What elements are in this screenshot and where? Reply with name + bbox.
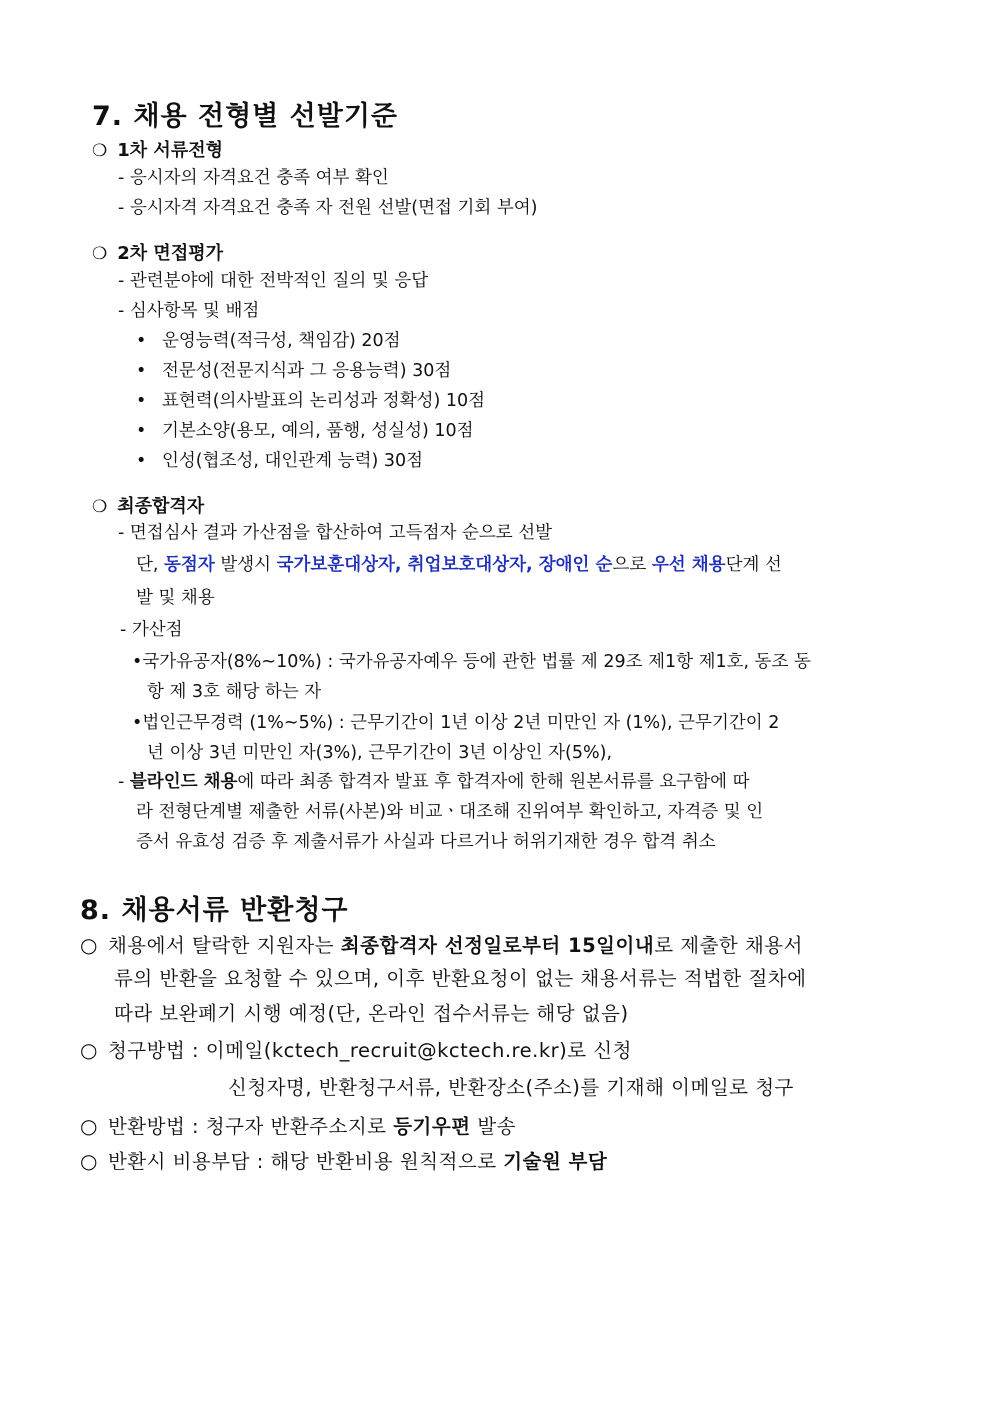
criteria-item (136, 330, 401, 352)
dot-bullet-icon: • (136, 331, 147, 351)
interview-heading (92, 239, 223, 265)
circle-bullet-icon: ❍ (92, 497, 108, 517)
text: 청구방법 : 이메일(kctech_recruit@kctech.re.kr)로 신청 (107, 1039, 632, 1062)
highlight-text: 동점자 (164, 555, 215, 575)
dot-bullet-icon: • (136, 421, 147, 441)
circle-bullet-icon: ❍ (92, 141, 108, 161)
criteria-item (136, 450, 423, 472)
circle-bullet-icon: ○ (80, 1149, 98, 1173)
doc-item-1: - 응시자의 자격요건 충족 여부 확인 (118, 168, 389, 188)
circle-bullet-icon: ❍ (92, 244, 108, 264)
tie-break-line (136, 554, 920, 576)
bold-text: 기술원 부담 (503, 1150, 608, 1173)
bonus-item-1: •국가유공자(8%~10%) : 국가유공자예우 등에 관한 법률 제 29조 제1항 제1호, 동조 동 (132, 652, 811, 672)
return-method-line (80, 1113, 516, 1140)
interview-item-1: - 관련분야에 대한 전박적인 질의 및 응답 (118, 271, 429, 291)
circle-bullet-icon: ○ (80, 933, 98, 957)
bold-text: 블라인드 채용 (129, 772, 238, 792)
bonus-label: - 가산점 (120, 620, 183, 640)
final-line-1: - 면접심사 결과 가산점을 합산하여 고득점자 순으로 선발 (118, 523, 553, 543)
text: 발생시 (214, 555, 277, 575)
text: 단, (136, 555, 165, 575)
bonus-item-1-cont: 항 제 3호 해당 하는 자 (147, 682, 322, 702)
highlight-text: 국가보훈대상자, 취업보호대상자, 장애인 순 (276, 555, 613, 575)
text: 단계 선 (725, 555, 782, 575)
criteria-text: 운영능력(적극성, 책임감) 20점 (162, 331, 401, 351)
return-para-line-2: 류의 반환을 요청할 수 있으며, 이후 반환요청이 없는 채용서류는 적법한 절차에 (114, 967, 807, 990)
criteria-text: 인성(협조성, 대인관계 능력) 30점 (162, 451, 424, 471)
tie-break-line-2: 발 및 채용 (136, 588, 215, 608)
criteria-item (136, 390, 485, 412)
cost-line (80, 1148, 607, 1175)
blind-line-3: 증서 유효성 검증 후 제출서류가 사실과 다르거나 허위기재한 경우 합격 취소 (136, 832, 716, 852)
criteria-item (136, 420, 474, 442)
section-8-title: 8. 채용서류 반환청구 (80, 895, 349, 926)
doc-screening-heading (92, 136, 223, 162)
doc-item-2: - 응시자격 자격요건 충족 자 전원 선발(면접 기회 부여) (118, 198, 538, 218)
return-para-line-3: 따라 보완폐기 시행 예정(단, 온라인 접수서류는 해당 없음) (114, 1002, 629, 1025)
text: 에 따라 최종 합격자 발표 후 합격자에 한해 원본서류를 요구함에 따 (237, 772, 750, 792)
criteria-text: 전문성(전문지식과 그 응용능력) 30점 (162, 361, 452, 381)
criteria-text: 표현력(의사발표의 논리성과 정확성) 10점 (162, 391, 486, 411)
circle-bullet-icon: ○ (80, 1038, 98, 1062)
blind-line-1 (118, 771, 749, 793)
interview-item-2: - 심사항목 및 배점 (118, 301, 260, 321)
text: 반환시 비용부담 : 해당 반환비용 원칙적으로 (107, 1150, 504, 1173)
criteria-text: 기본소양(용모, 예의, 품행, 성실성) 10점 (162, 421, 474, 441)
text: 채용에서 탈락한 지원자는 (107, 934, 341, 957)
bonus-item-2-cont: 년 이상 3년 미만인 자(3%), 근무기간이 3년 이상인 자(5%), (147, 743, 613, 763)
criteria-item (136, 360, 451, 382)
request-method-line (80, 1037, 632, 1064)
dot-bullet-icon: • (136, 391, 147, 411)
section-7-title: 7. 채용 전형별 선발기준 (92, 101, 398, 132)
dot-bullet-icon: • (136, 361, 147, 381)
circle-bullet-icon: ○ (80, 1114, 98, 1138)
dot-bullet-icon: • (136, 451, 147, 471)
text: 반환방법 : 청구자 반환주소지로 (107, 1115, 394, 1138)
request-method-detail: 신청자명, 반환청구서류, 반환장소(주소)를 기재해 이메일로 청구 (228, 1076, 794, 1099)
heading-text: 최종합격자 (117, 496, 205, 517)
text: 으로 (612, 555, 652, 575)
highlight-text: 우선 채용 (651, 555, 726, 575)
bold-text: 등기우편 (393, 1115, 471, 1138)
text: 로 제출한 채용서 (654, 934, 803, 957)
final-heading (92, 492, 204, 518)
text: 발송 (470, 1115, 516, 1138)
return-para-line-1 (80, 932, 803, 959)
bonus-item-2: •법인근무경력 (1%~5%) : 근무기간이 1년 이상 2년 미만인 자 (1%), 근무기간이 2 (132, 713, 780, 733)
blind-line-2: 라 전형단계별 제출한 서류(사본)와 비교ㆍ대조해 진위여부 확인하고, 자격증 및 인 (136, 802, 764, 822)
text: - (118, 772, 130, 792)
heading-text: 2차 면접평가 (117, 243, 223, 264)
heading-text: 1차 서류전형 (117, 140, 223, 161)
bold-text: 최종합격자 선정일로부터 15일이내 (340, 934, 655, 957)
